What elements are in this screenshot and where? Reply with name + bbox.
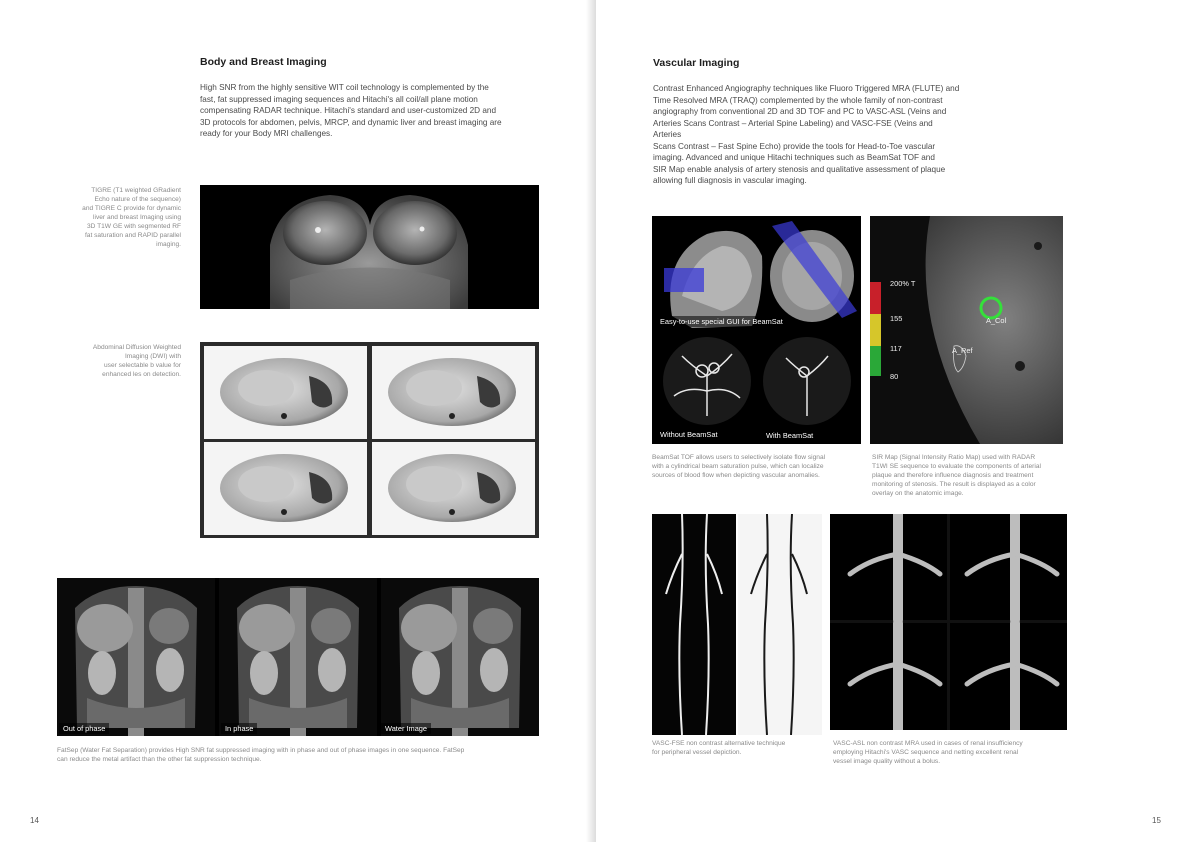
page-number-right: 15: [1152, 816, 1161, 825]
tigre-caption: TIGRE (T1 weighted GRadient Echo nature of the sequence) and TIGRE C provide for dynamic liver and breast Imaging using 3D T1W GE with segmented RF fat saturation and RAPID parallel imaging.: [82, 187, 181, 248]
fatsep-caption: FatSep (Water Fat Separation) provides High SNR fat suppressed imaging with in phase and out of phase images in one sequence. FatSep can reduce the metal artifact than the other fat suppression technique.: [57, 747, 465, 763]
vasc-fse-caption: VASC-FSE non contrast alternative technique for peripheral vessel depiction.: [652, 740, 786, 756]
vasc-fse-image: [652, 514, 822, 735]
fatsep-in-phase-label: In phase: [221, 723, 257, 734]
dwi-image-grid: [200, 342, 539, 538]
breast-mri-image: [200, 185, 539, 309]
sir-scale-200: 200% T: [890, 279, 916, 288]
sirmap-caption: SIR Map (Signal Intensity Ratio Map) used with RADAR T1WI SE sequence to evaluate the components of arterial plaque and therefore influence diagnosis and treatment monitoring of stenosis. The result is displayed as a color overlay on the anatomic image.: [872, 454, 1041, 497]
body-breast-heading: Body and Breast Imaging: [200, 56, 327, 68]
sir-scale-155: 155: [890, 314, 903, 323]
with-beamsat-label: With BeamSat: [762, 430, 817, 441]
beamsat-image-panel: [652, 216, 861, 444]
roi-label-a-ref: A_Ref: [952, 346, 973, 355]
beamsat-gui-label: Easy-to-use special GUI for BeamSat: [656, 316, 787, 327]
page-number-left: 14: [30, 816, 39, 825]
sir-scale-80: 80: [890, 372, 899, 381]
vasc-asl-caption: VASC-ASL non contrast MRA used in cases of renal insufficiency employing Hitachi's VASC sequence and netting excellent renal vessel image quality without a bolus.: [833, 740, 1023, 765]
roi-label-a-col: A_Col: [986, 316, 1007, 325]
dwi-caption: Abdominal Diffusion Weighted Imaging (DWI) with user selectable b value for enhanced les on detection.: [92, 344, 181, 378]
beamsat-caption: BeamSat TOF allows users to selectively isolate flow signal with a cylindrical beam saturation pulse, which can localize sources of blood flow when depicting vascular anomalies.: [652, 454, 826, 479]
fatsep-out-of-phase-label: Out of phase: [59, 723, 109, 734]
sir-scale-117: 117: [890, 344, 902, 353]
vascular-intro: Contrast Enhanced Angiography techniques like Fluoro Triggered MRA (FLUTE) and Time Resolved MRA (TRAQ) complemented by the whole family of non-contrast angiography from conventional 2D and 3D TOF and PC to VASC-ASL (Veins and Arteries Scans Contrast – Arterial Spine Labeling) and VASC-FSE (Veins and Arteries Scans Contrast – Fast Spine Echo) provide the tools for Head-to-Toe vascular imaging. Advanced and unique Hitachi techniques such as BeamSat TOF and SIR Map enable analysis of artery stenosis and qualitative assessment of plaque allowing full diagnosis in vascular imaging.: [653, 84, 960, 185]
vascular-heading: Vascular Imaging: [653, 57, 740, 69]
without-beamsat-label: Without BeamSat: [656, 429, 722, 440]
sir-map-image: [870, 216, 1063, 444]
vasc-asl-image: [830, 514, 1067, 730]
right-page: [596, 0, 1191, 842]
fatsep-water-image-label: Water Image: [381, 723, 431, 734]
fatsep-image-strip: [57, 578, 539, 736]
body-breast-intro: High SNR from the highly sensitive WIT coil technology is complemented by the fast, fat suppressed imaging sequences and Hitachi's all coil/all plane motion compensating RADAR technique. Hitachi's standard and user-customized 2D and 3D protocols for abdomen, pelvis, MRCP, and dynamic liver and breast imaging are ready for your Body MRI challenges.: [200, 83, 502, 138]
